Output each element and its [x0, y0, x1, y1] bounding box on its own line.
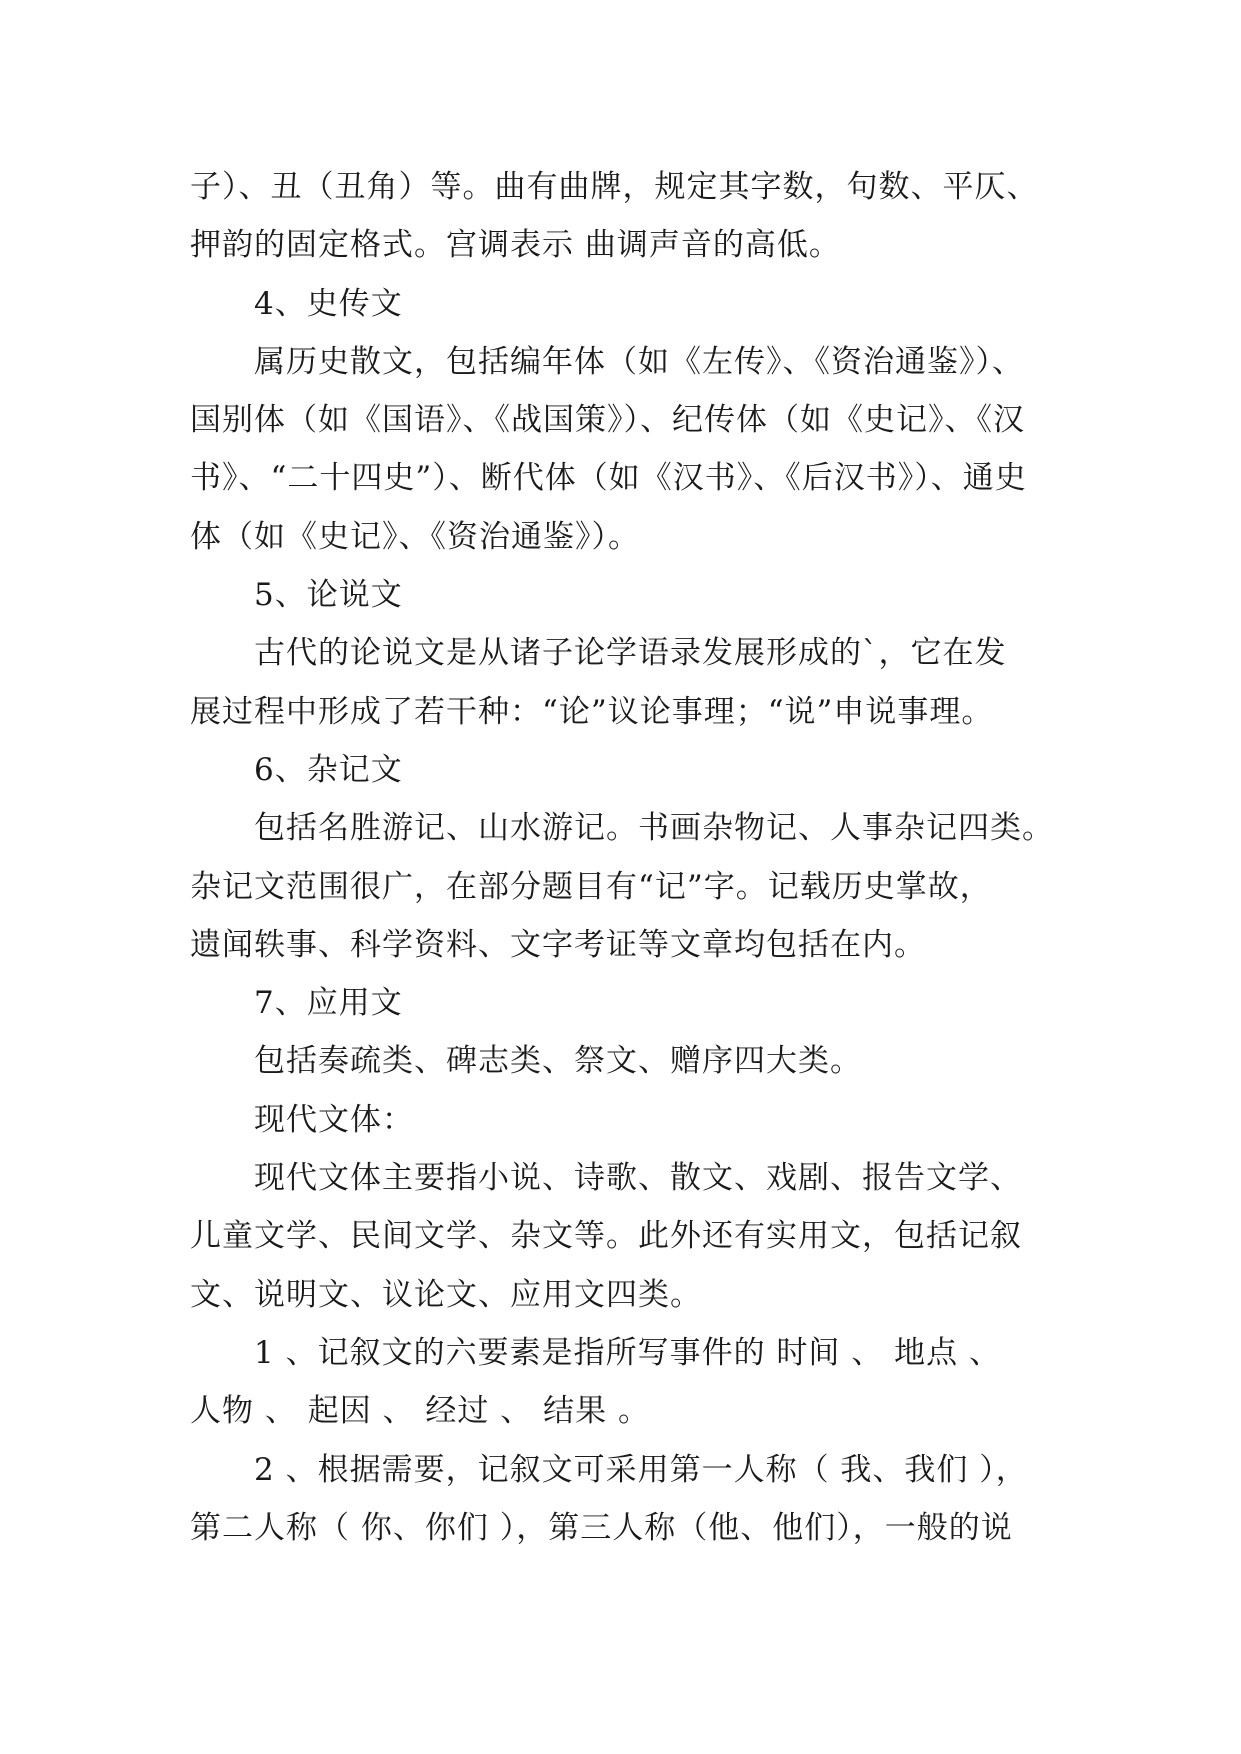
- text-line: 押韵的固定格式。宫调表示 曲调声音的高低。: [190, 227, 841, 264]
- text-line: 书》、“二十四史”）、断代体（如《汉书》、《后汉书》）、通史: [190, 460, 1027, 497]
- text-line: 现代文体主要指小说、诗歌、散文、戏剧、报告文学、: [254, 1160, 1022, 1197]
- section-heading: 7、应用文: [254, 985, 403, 1022]
- text-line: 2 、根据需要，记叙文可采用第一人称（ 我、我们 ），: [254, 1451, 1028, 1488]
- text-line: 包括名胜游记、山水游记。书画杂物记、人事杂记四类。: [254, 810, 1054, 847]
- text-line: 国别体（如《国语》、《战国策》）、纪传体（如《史记》、《汉: [190, 402, 1025, 439]
- text-line: 包括奏疏类、碑志类、祭文、赠序四大类。: [254, 1043, 862, 1080]
- text-line: 展过程中形成了若干种：“论”议论事理；“说”申说事理。: [190, 693, 994, 730]
- text-line: 古代的论说文是从诸子论学语录发展形成的`，它在发: [254, 635, 1007, 672]
- section-heading: 4、史传文: [254, 285, 403, 322]
- text-line: 第二人称（ 你、你们 ），第三人称（他、他们），一般的说: [190, 1509, 1013, 1546]
- document-body: [190, 158, 1070, 1557]
- text-line: 1 、记叙文的六要素是指所写事件的 时间 、 地点 、: [254, 1334, 1001, 1371]
- text-line: 儿童文学、民间文学、杂文等。此外还有实用文，包括记叙: [190, 1218, 1022, 1255]
- text-line: 人物 、 起因 、 经过 、 结果 。: [190, 1393, 650, 1430]
- text-line: 文、说明文、议论文、应用文四类。: [190, 1276, 702, 1313]
- section-heading: 现代文体：: [254, 1101, 414, 1138]
- text-line: 遗闻轶事、科学资料、文字考证等文章均包括在内。: [190, 926, 926, 963]
- text-line: 杂记文范围很广，在部分题目有“记”字。记载历史掌故，: [190, 868, 992, 905]
- text-line: 体（如《史记》、《资治通鉴》）。: [190, 518, 640, 555]
- section-heading: 6、杂记文: [254, 751, 403, 788]
- section-heading: 5、论说文: [254, 577, 403, 614]
- text-line: 子）、丑（丑角）等。曲有曲牌，规定其字数，句数、平仄、: [190, 169, 1039, 205]
- text-line: 属历史散文，包括编年体（如《左传》、《资治通鉴》）、: [254, 343, 1024, 380]
